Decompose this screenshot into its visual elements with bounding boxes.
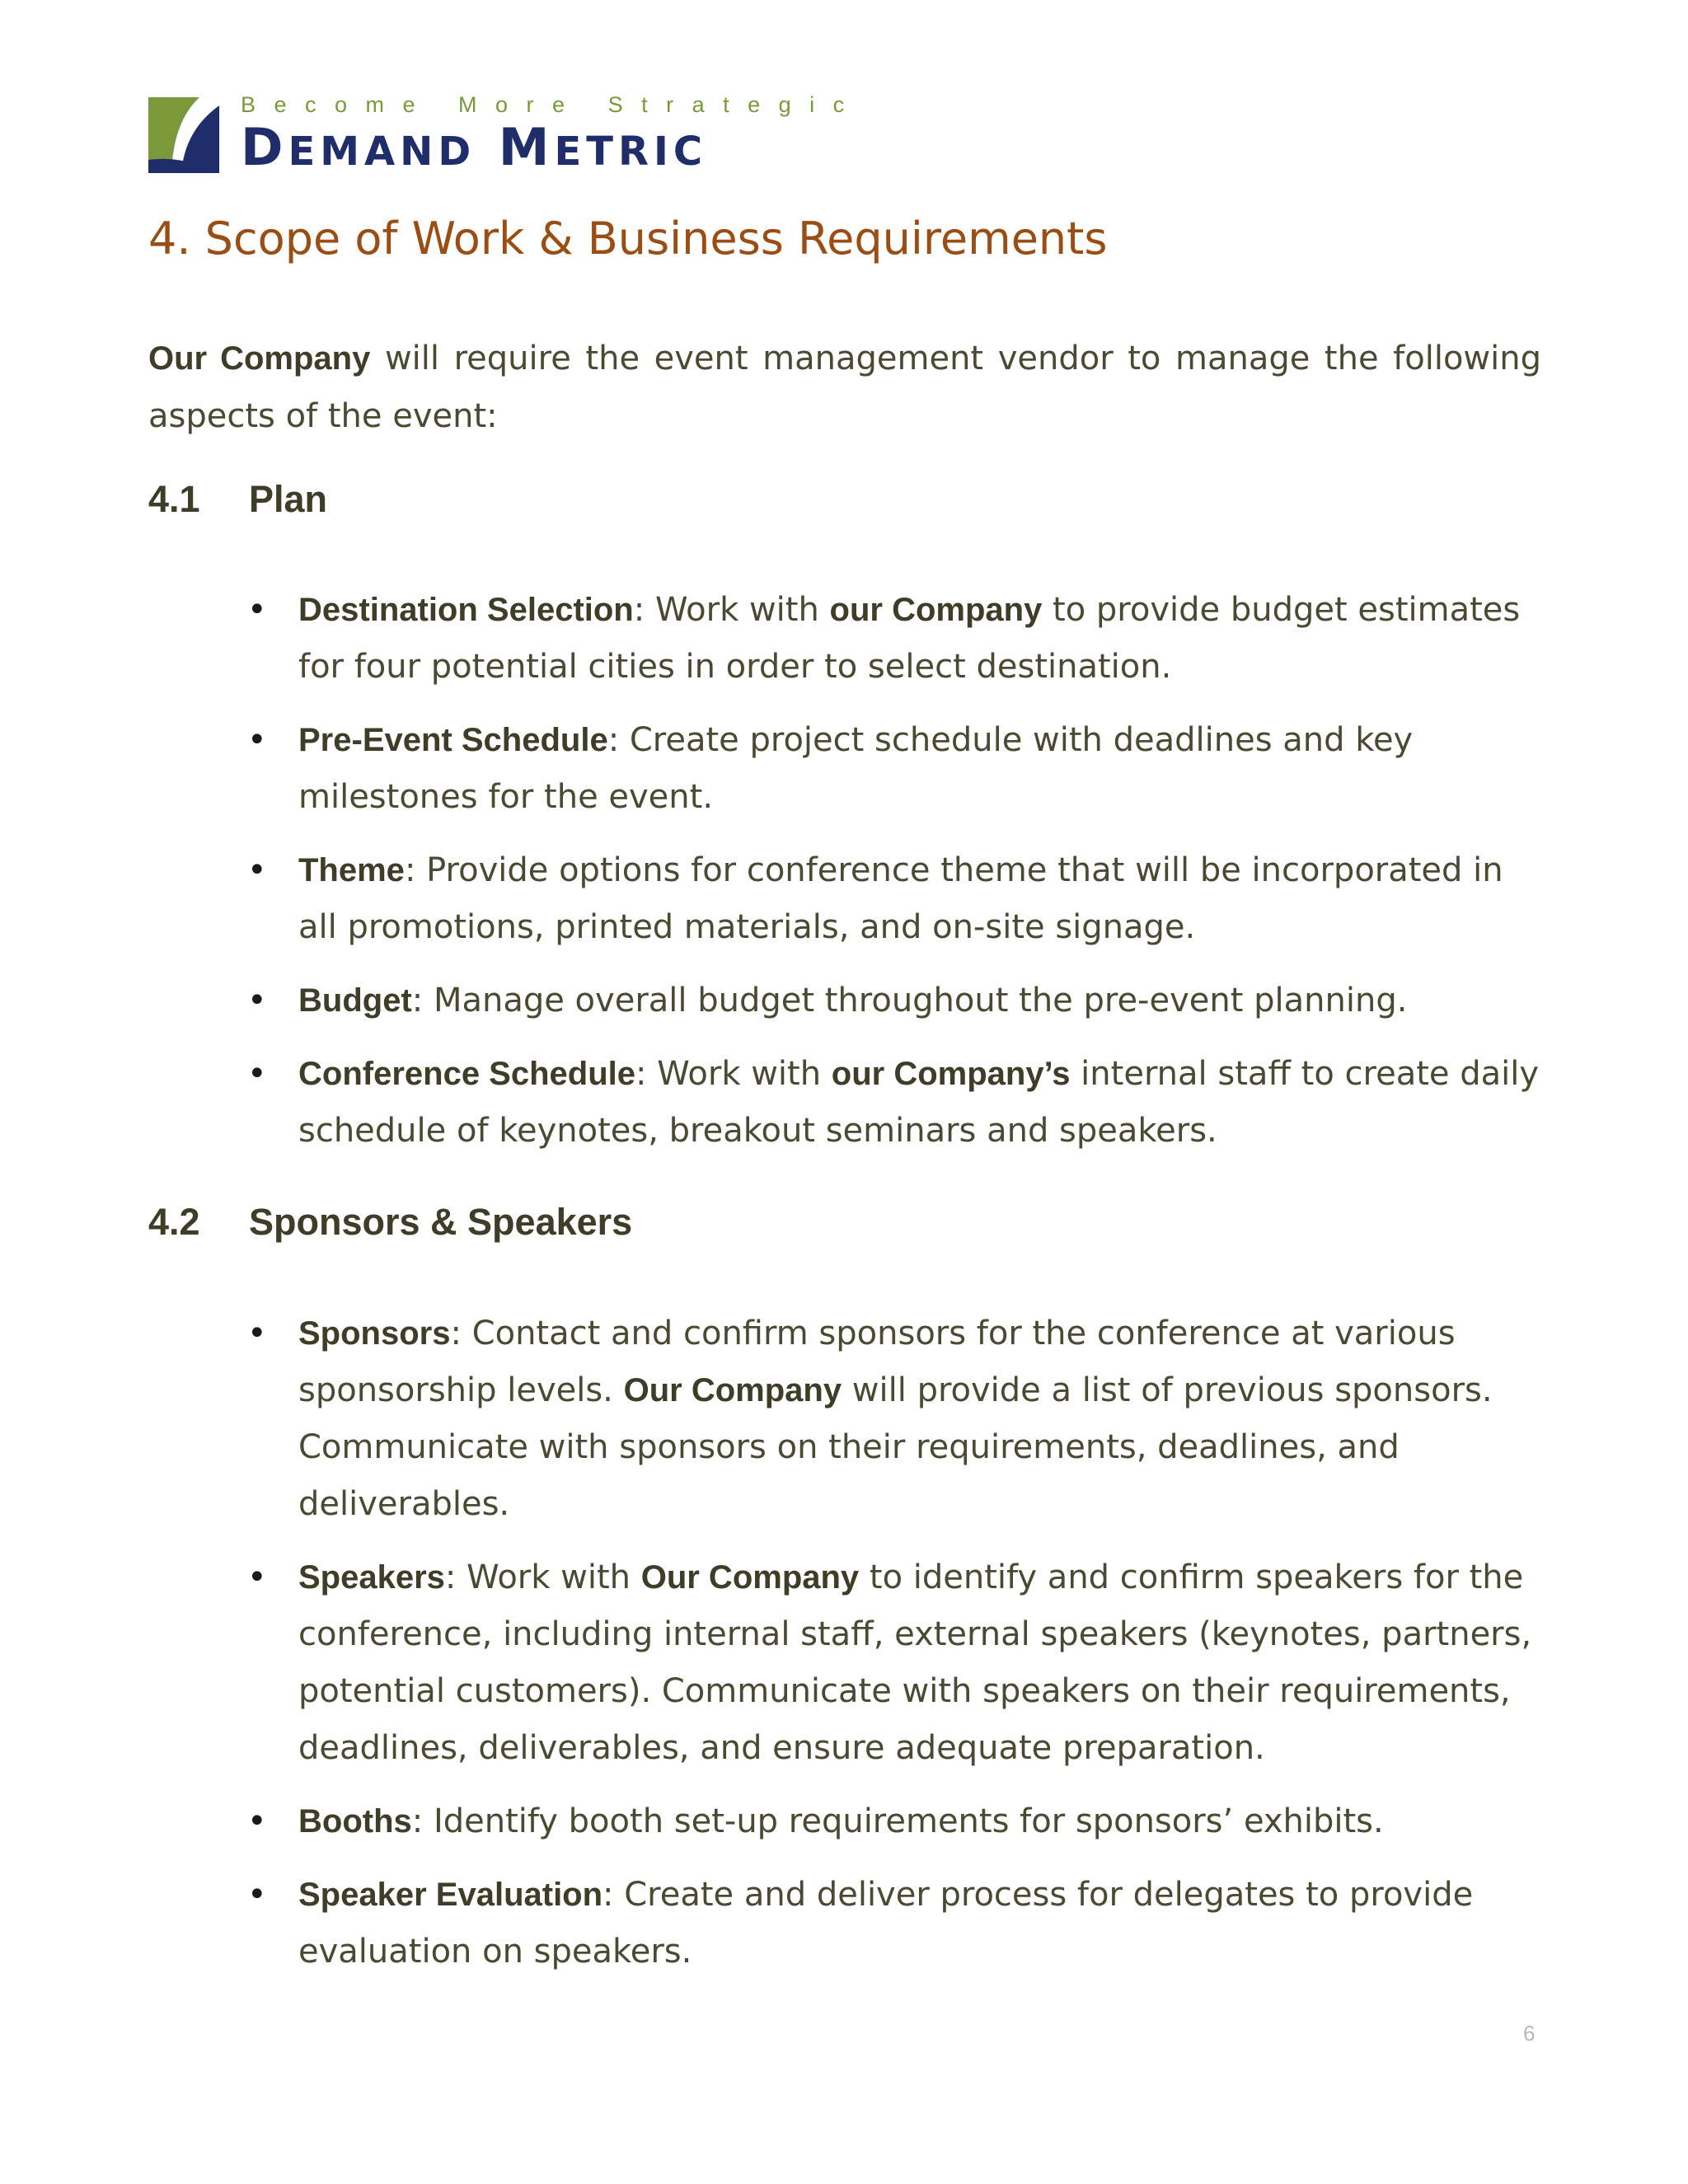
brand-rest-emand: EMAND <box>288 129 476 175</box>
bold-term: Our Company <box>640 1559 860 1596</box>
list-item-text <box>298 1867 1541 1980</box>
logo-wordmark <box>241 117 708 177</box>
bold-term: our Company’s <box>831 1056 1071 1092</box>
intro-company: Our Company <box>148 340 371 377</box>
item-description: : Contact and confirm sponsors for the conference at various sponsorship levels. <box>298 1315 1456 1409</box>
list-item <box>247 1549 1541 1777</box>
bold-term: Destination Selection <box>298 592 634 628</box>
list-item <box>247 1867 1541 1980</box>
logo-mark-icon <box>148 97 219 173</box>
list-item <box>247 712 1541 826</box>
list-item-text <box>298 842 1541 956</box>
bullet-icon: • <box>247 1558 267 1596</box>
bold-term: Sponsors <box>298 1315 451 1352</box>
bullet-icon: • <box>247 1876 267 1914</box>
list-item-text <box>298 1305 1541 1533</box>
section-number: 4.2 <box>148 1201 200 1243</box>
bold-term: Speakers <box>298 1559 445 1596</box>
brand-initial-d: D <box>241 117 288 177</box>
bold-term: Conference Schedule <box>298 1056 636 1092</box>
item-description: : Identify booth set-up requirements for sponsors’ exhibits. <box>411 1802 1384 1840</box>
bold-term: Speaker Evaluation <box>298 1877 603 1913</box>
bold-term: Our Company <box>623 1372 842 1408</box>
bold-term: Booths <box>298 1803 412 1840</box>
logo-tagline: Become More Strategic <box>241 92 863 117</box>
item-description: : Create project schedule with deadlines and key milestones for the event. <box>298 721 1414 816</box>
list-item <box>247 1793 1541 1850</box>
item-description: to provide budget estimates for four potential cities in order to select destination. <box>298 591 1521 686</box>
bold-term: Theme <box>298 852 405 888</box>
bullet-icon: • <box>247 1055 267 1093</box>
list-item <box>247 582 1541 696</box>
intro-text: will require the event management vendor to manage the following aspects of the event: <box>148 340 1541 435</box>
bullet-icon: • <box>247 591 267 629</box>
list-item <box>247 842 1541 956</box>
item-description: internal staff to create daily schedule of keynotes, breakout seminars and speakers. <box>298 1055 1540 1150</box>
demand-metric-logo <box>148 92 863 177</box>
item-description: will provide a list of previous sponsors. Communicate with sponsors on their requirements, deadlines, and deliverables. <box>298 1371 1493 1523</box>
item-description: : Work with <box>635 1055 832 1093</box>
brand-initial-m: M <box>498 117 555 177</box>
bullet-icon: • <box>247 1315 267 1352</box>
sponsors-speakers-list <box>247 1305 1541 1997</box>
list-item-text <box>298 972 1541 1029</box>
page-title: 4. Scope of Work & Business Requirements <box>148 213 1108 265</box>
list-item <box>247 1305 1541 1533</box>
item-description: : Manage overall budget throughout the pre-event planning. <box>411 982 1408 1019</box>
section-number: 4.1 <box>148 478 200 520</box>
section-title: Plan <box>249 478 328 520</box>
list-item-text <box>298 1549 1541 1777</box>
item-description: to identify and confirm speakers for the conference, including internal staff, external speakers (keynotes, partners, potential customers). Communicate with speakers on their requirements, deadlines, deliverables, and ensure adequate preparation. <box>298 1558 1532 1767</box>
list-item <box>247 972 1541 1029</box>
page-margin-left <box>0 0 173 2184</box>
brand-rest-etric: ETRIC <box>554 129 708 175</box>
list-item-text <box>298 582 1541 696</box>
section-title: Sponsors & Speakers <box>249 1201 633 1243</box>
intro-paragraph <box>148 330 1541 445</box>
item-description: : Provide options for conference theme that will be incorporated in all promotions, printed materials, and on-site signage. <box>298 851 1503 946</box>
section-heading-plan <box>148 478 327 521</box>
list-item-text <box>298 712 1541 826</box>
list-item-text <box>298 1046 1541 1160</box>
page-number: 6 <box>1523 2021 1536 2046</box>
section-heading-sponsors-speakers <box>148 1201 632 1244</box>
bullet-icon: • <box>247 721 267 759</box>
bold-term: Pre-Event Schedule <box>298 722 608 758</box>
item-description: : Create and deliver process for delegates to provide evaluation on speakers. <box>298 1876 1474 1971</box>
list-item-text <box>298 1793 1541 1850</box>
bold-term: Budget <box>298 982 412 1019</box>
item-description: : Work with <box>444 1558 641 1596</box>
bullet-icon: • <box>247 982 267 1019</box>
plan-list <box>247 582 1541 1176</box>
item-description: : Work with <box>633 591 830 629</box>
bullet-icon: • <box>247 1802 267 1840</box>
bullet-icon: • <box>247 851 267 889</box>
list-item <box>247 1046 1541 1160</box>
bold-term: our Company <box>829 592 1043 628</box>
